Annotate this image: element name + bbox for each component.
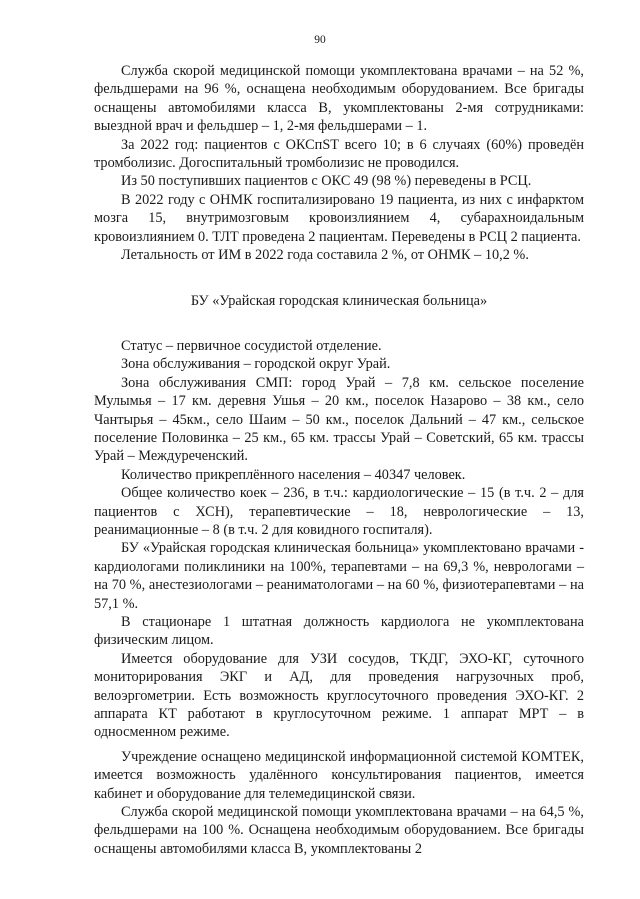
- paragraph: В 2022 году с ОНМК госпитализировано 19 пациента, из них с инфарктом мозга 15, внутримозговым кровоизлиянием 4, субарахноидальным кровоизлиянием 0. ТЛТ проведена 2 пациентам. Переведены в РСЦ 2 пациента.: [94, 191, 584, 245]
- paragraph: Зона обслуживания СМП: город Урай – 7,8 км. сельское поселение Мулымья – 17 км. деревня Ушья – 20 км., поселок Назарово – 38 км., село Чантырья – 45км., село Шаим – 50 км., поселок Дальний – 47 км., сельское поселение Половинка – 25 км., 65 км. трассы Урай – Советский, 65 км. трассы Урай – Междуреченский.: [94, 374, 584, 465]
- paragraph: Летальность от ИМ в 2022 года составила 2 %, от ОНМК – 10,2 %.: [121, 247, 529, 264]
- paragraph: Из 50 поступивших пациентов с ОКС 49 (98 %) переведены в РСЦ.: [121, 173, 532, 190]
- paragraph: Статус – первичное сосудистой отделение.: [121, 337, 382, 354]
- paragraph: Имеется оборудование для УЗИ сосудов, ТКДГ, ЭХО-КГ, суточного мониторирования ЭКГ и АД, для проведения нагрузочных проб, велоэргометрии. Есть возможность круглосуточного проведения ЭХО-КГ. 2 аппарата КТ работают в круглосуточном режиме. 1 аппарат МРТ – в односменном режиме.: [94, 650, 584, 741]
- page-number: 90: [314, 34, 326, 46]
- paragraph: В стационаре 1 штатная должность кардиолога не укомплектована физическим лицом.: [94, 613, 584, 649]
- paragraph: Общее количество коек – 236, в т.ч.: кардиологические – 15 (в т.ч. 2 – для пациентов с ХСН), терапевтические – 18, неврологические – 13, реанимационные – 8 (в т.ч. 2 для ковидного госпиталя).: [94, 485, 584, 538]
- document-body: [94, 62, 584, 858]
- paragraph: Количество прикреплённого населения – 40347 человек.: [121, 466, 466, 483]
- paragraph: Учреждение оснащено медицинской информационной системой КОМТЕК, имеется возможность удалённого консультирования пациентов, имеется кабинет и оборудование для телемедицинской связи.: [94, 748, 584, 802]
- section-heading: БУ «Урайская городская клиническая больница»: [190, 293, 488, 310]
- paragraph: БУ «Урайская городская клиническая больница» укомплектовано врачами - кардиологами поликлиники на 100%, терапевтами – на 69,3 %, неврологами – на 70 %, анестезиологами – реаниматологами – на 60 %, физиотерапевтами – на 57,1 %.: [94, 540, 584, 612]
- paragraph: Служба скорой медицинской помощи укомплектована врачами – на 52 %, фельдшерами на 96 %, оснащена необходимым оборудованием. Все бригады оснащены автомобилями класса В, укомплектованы 2-мя сотрудниками: выездной врач и фельдшер – 1, 2-мя фельдшерами – 1.: [94, 63, 584, 135]
- paragraph: Служба скорой медицинской помощи укомплектована врачами – на 64,5 %, фельдшерами на 100 %. Оснащена необходимым оборудованием. Все бригады оснащены автомобилями класса В, укомплектованы 2: [94, 804, 584, 857]
- paragraph: Зона обслуживания – городской округ Урай.: [121, 356, 391, 373]
- paragraph: За 2022 год: пациентов с ОКСпST всего 10; в 6 случаях (60%) проведён тромболизис. Догоспитальный тромболизис не проводился.: [94, 136, 584, 172]
